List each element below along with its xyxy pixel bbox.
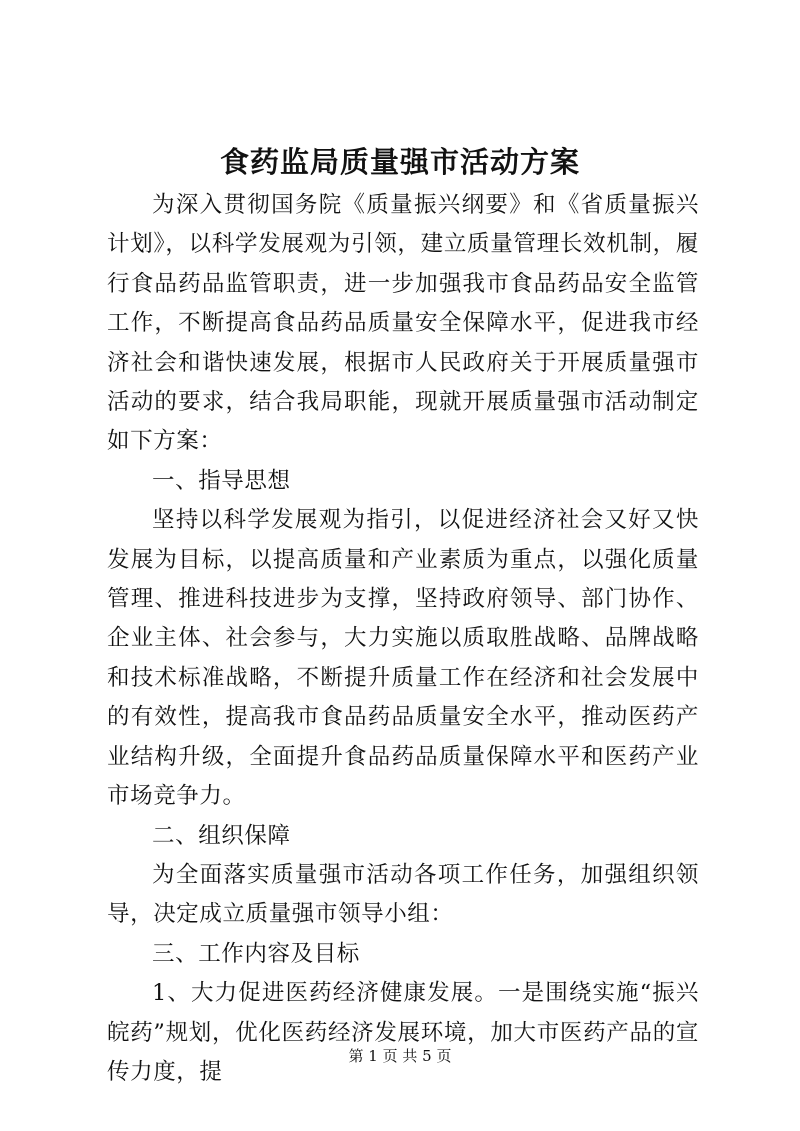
section-heading-organization: 二、组织保障 <box>152 822 291 849</box>
document-body <box>107 186 699 1092</box>
work-content-paragraph: 1、大力促进医药经济健康发展。一是围绕实施“振兴皖药”规划，优化医药经济发展环境，加大市医药产品的宣传力度，提 <box>107 980 699 1085</box>
section-heading-work-content: 三、工作内容及目标 <box>152 940 360 967</box>
guiding-ideology-paragraph: 坚持以科学发展观为指引，以促进经济社会又好又快发展为目标，以提高质量和产业素质为重点，以强化质量管理、推进科技进步为支撑，坚持政府领导、部门协作、企业主体、社会参与，大力实施以质取胜战略、品牌战略和技术标准战略，不断提升质量工作在经济和社会发展中的有效性，提高我市食品药品质量安全水平，推动医药产业结构升级，全面提升食品药品质量保障水平和医药产业市场竞争力。 <box>107 507 699 810</box>
organization-paragraph: 为全面落实质量强市活动各项工作任务，加强组织领导，决定成立质量强市领导小组： <box>107 861 699 928</box>
section-heading-guiding-ideology: 一、指导思想 <box>152 467 291 494</box>
intro-paragraph: 为深入贯彻国务院《质量振兴纲要》和《省质量振兴计划》，以科学发展观为引领，建立质量管理长效机制，履行食品药品监管职责，进一步加强我市食品药品安全监管工作，不断提高食品药品质量安全保障水平，促进我市经济社会和谐快速发展，根据市人民政府关于开展质量强市活动的要求，结合我局职能，现就开展质量强市活动制定如下方案： <box>107 192 699 455</box>
page-footer: 第 1 页 共 5 页 <box>348 1047 452 1065</box>
document-title: 食药监局质量强市活动方案 <box>219 145 580 179</box>
